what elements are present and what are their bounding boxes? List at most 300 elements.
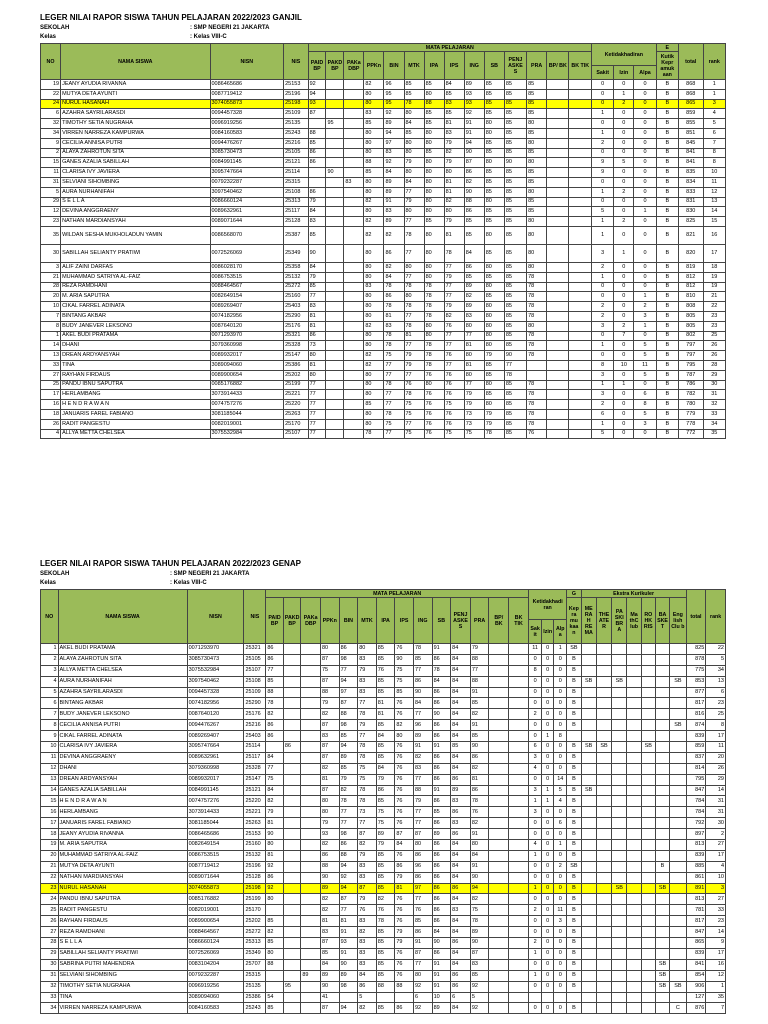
cell-kehadiran-i: 0 <box>542 654 554 665</box>
cell-nis: 25121 <box>244 785 266 796</box>
cell-no: 34 <box>41 1003 59 1014</box>
cell-ekskul: B <box>656 419 678 429</box>
cell-kehadiran-s: 3 <box>529 785 542 796</box>
cell-nisn: 0083104204 <box>187 959 244 970</box>
cell-ips: 76 <box>395 850 414 861</box>
cell-paid: 84 <box>308 262 326 272</box>
cell-ekskul: B <box>567 948 581 959</box>
cell-pra: 80 <box>527 244 547 262</box>
cell-ekskul: B <box>656 321 678 331</box>
cell-nisn: 0089900654 <box>210 370 284 380</box>
cell-ekskul: B <box>567 959 581 970</box>
cell-nama: BUDY JANEVER LEKSONO <box>58 709 187 720</box>
cell-no: 18 <box>41 829 59 840</box>
cell-nama: CLARISA IVY JAVIERA <box>58 742 187 753</box>
cell-no: 23 <box>41 883 59 894</box>
cell-ppkn: 87 <box>321 720 340 731</box>
cell-ips: 79 <box>395 938 414 949</box>
cell-ekskul <box>612 840 627 851</box>
cell-nisn: 0087719412 <box>210 89 284 99</box>
cell-pakd <box>326 262 344 272</box>
cell-kehadiran-a: 14 <box>554 774 567 785</box>
cell-sb: 85 <box>484 207 504 217</box>
cell-ips: 76 <box>395 818 414 829</box>
cell-bin: 77 <box>339 818 358 829</box>
cell-nisn: 0085176882 <box>210 380 284 390</box>
cell-kehadiran-i: 1 <box>542 731 554 742</box>
table-row <box>41 311 726 321</box>
col-ekskul: THE ATE R <box>596 598 611 644</box>
cell-pakd <box>326 187 344 197</box>
cell-penj: 86 <box>451 807 471 818</box>
cell-tik <box>569 321 592 331</box>
sheet-ganjil <box>40 12 730 439</box>
cell-ips: 85 <box>444 89 464 99</box>
cell-sb: 91 <box>432 981 451 992</box>
cell-pakd <box>326 158 344 168</box>
cell-ing: 77 <box>464 380 484 390</box>
cell-paid: 86 <box>266 654 284 665</box>
cell-nisn: 3079360998 <box>210 341 284 351</box>
cell-paid: 79 <box>266 807 284 818</box>
cell-ekskul <box>627 883 641 894</box>
cell-total: 847 <box>686 927 706 938</box>
col-subject: PENJ ASKE S <box>451 598 471 644</box>
cell-ipa: 85 <box>424 109 444 119</box>
cell-ppkn: 85 <box>321 948 340 959</box>
cell-no: 6 <box>41 698 59 709</box>
cell-ekskul <box>670 665 686 676</box>
cell-ipa: 78 <box>424 351 444 361</box>
cell-bpbk <box>547 282 569 292</box>
cell-ekskul <box>612 785 627 796</box>
cell-sb: 85 <box>484 99 504 109</box>
cell-bpbk <box>489 818 509 829</box>
cell-ekskul <box>627 807 641 818</box>
cell-bpbk <box>547 331 569 341</box>
cell-no: 9 <box>41 731 59 742</box>
cell-penj: 85 <box>504 429 526 439</box>
cell-sb: 84 <box>432 676 451 687</box>
cell-paid: 94 <box>308 89 326 99</box>
cell-kehadiran-s: 1 <box>592 217 614 227</box>
cell-nis: 25128 <box>244 872 266 883</box>
cell-tik <box>569 429 592 439</box>
cell-pra: 86 <box>470 785 489 796</box>
cell-nisn: 0089632961 <box>210 207 284 217</box>
cell-penj: 85 <box>504 390 526 400</box>
cell-ips: 75 <box>395 665 414 676</box>
cell-sb: 80 <box>484 282 504 292</box>
cell-sb: 80 <box>484 380 504 390</box>
cell-pakd <box>326 292 344 302</box>
cell-nisn: 3074055873 <box>210 99 284 109</box>
cell-ppkn: 80 <box>321 644 340 655</box>
cell-ips: 80 <box>444 168 464 178</box>
cell-penj: 84 <box>451 687 471 698</box>
cell-kehadiran-a: 0 <box>554 665 567 676</box>
cell-kehadiran-s: 2 <box>529 938 542 949</box>
cell-ips: 81 <box>444 187 464 197</box>
cell-bpbk <box>489 687 509 698</box>
cell-ing: 82 <box>464 292 484 302</box>
cell-bin: 94 <box>339 861 358 872</box>
cell-ips: 76 <box>395 644 414 655</box>
cell-nama: AZAHRA SAYRILARASDI <box>58 687 187 698</box>
col-rank: rank <box>703 44 726 80</box>
cell-ppkn: 87 <box>321 742 340 753</box>
cell-ppkn: 80 <box>364 207 384 217</box>
cell-nis: 25147 <box>284 351 309 361</box>
cell-paid: 78 <box>266 698 284 709</box>
cell-kehadiran-s: 0 <box>529 872 542 883</box>
cell-ipa: 84 <box>376 731 395 742</box>
cell-pra: 80 <box>527 226 547 244</box>
cell-nis: 25107 <box>284 429 309 439</box>
cell-paka <box>301 807 321 818</box>
cell-pra: 78 <box>527 302 547 312</box>
cell-pra: 81 <box>470 774 489 785</box>
cell-ipa: 85 <box>376 1003 395 1014</box>
cell-pakd <box>326 400 344 410</box>
col-no: NO <box>41 590 59 644</box>
cell-ekskul <box>641 807 655 818</box>
cell-bin: 96 <box>384 80 404 90</box>
cell-kehadiran-s: 3 <box>592 321 614 331</box>
cell-bin: 89 <box>384 217 404 227</box>
cell-ekskul <box>627 752 641 763</box>
cell-no: 25 <box>41 380 61 390</box>
cell-ipa: 76 <box>424 419 444 429</box>
cell-rank: 5 <box>703 119 726 129</box>
cell-ekskul: B <box>656 302 678 312</box>
cell-penj: 84 <box>451 709 471 720</box>
cell-ips: 87 <box>395 829 414 840</box>
cell-tik <box>509 970 529 981</box>
cell-kehadiran-a: 2 <box>634 302 656 312</box>
cell-kehadiran-s: 0 <box>529 818 542 829</box>
cell-no: 20 <box>41 292 61 302</box>
cell-rank: 7 <box>706 1003 726 1014</box>
cell-ekskul <box>612 948 627 959</box>
cell-kehadiran-a: 0 <box>554 829 567 840</box>
table-row <box>41 99 726 109</box>
cell-nis: 25321 <box>284 331 309 341</box>
cell-kehadiran-i: 0 <box>542 644 554 655</box>
cell-ekskul <box>627 676 641 687</box>
cell-ekskul: B <box>567 894 581 905</box>
cell-nama: RAYHAN FIRDAUS <box>61 370 210 380</box>
cell-nis: 25108 <box>284 187 309 197</box>
cell-nis: 25290 <box>244 698 266 709</box>
cell-penj: 86 <box>451 829 471 840</box>
cell-nama: AKEL BUDI PRATAMA <box>58 644 187 655</box>
cell-total: 784 <box>686 796 706 807</box>
cell-ips: 82 <box>395 720 414 731</box>
cell-ekskul <box>641 894 655 905</box>
cell-ips: 81 <box>444 226 464 244</box>
cell-total: 812 <box>678 282 703 292</box>
cell-ips: 80 <box>444 207 464 217</box>
cell-kehadiran-i: 0 <box>614 341 634 351</box>
cell-kehadiran-s: 6 <box>592 409 614 419</box>
cell-ekskul <box>641 785 655 796</box>
cell-ipa: 80 <box>424 197 444 207</box>
cell-pakd <box>326 282 344 292</box>
cell-ekskul: SB <box>581 742 596 753</box>
cell-rank: 30 <box>703 380 726 390</box>
cell-total: 825 <box>686 644 706 655</box>
cell-ekskul: B <box>656 158 678 168</box>
cell-ppkn: 88 <box>321 861 340 872</box>
cell-sb: 80 <box>484 321 504 331</box>
cell-total: 825 <box>678 217 703 227</box>
cell-ipa: 75 <box>376 818 395 829</box>
cell-paid: 86 <box>266 731 284 742</box>
cell-mtk: 80 <box>404 109 424 119</box>
cell-pra: 85 <box>527 80 547 90</box>
cell-nama: TINA <box>58 992 187 1003</box>
cell-kehadiran-i: 0 <box>614 207 634 217</box>
cell-ekskul <box>612 850 627 861</box>
cell-total: 817 <box>686 916 706 927</box>
cell-mtk: 87 <box>358 883 377 894</box>
cell-nama: DREAN ARDYANSYAH <box>58 774 187 785</box>
cell-bpbk <box>489 676 509 687</box>
cell-paid: 77 <box>266 665 284 676</box>
cell-ing: 80 <box>464 370 484 380</box>
cell-sb: 86 <box>432 948 451 959</box>
cell-ekskul: B <box>656 390 678 400</box>
cell-paid: 81 <box>308 311 326 321</box>
cell-pra: 78 <box>527 311 547 321</box>
cell-nisn: 3085730473 <box>210 148 284 158</box>
cell-nis: 25358 <box>284 262 309 272</box>
cell-ppkn: 82 <box>321 905 340 916</box>
cell-mtk: 85 <box>404 128 424 138</box>
cell-penj: 84 <box>451 927 471 938</box>
cell-no: 33 <box>41 360 61 370</box>
cell-paid: 83 <box>308 217 326 227</box>
cell-ppkn: 82 <box>364 351 384 361</box>
cell-nisn: 0072526069 <box>210 244 284 262</box>
cell-ekskul <box>612 916 627 927</box>
cell-ips <box>395 992 414 1003</box>
cell-kehadiran-i: 0 <box>542 709 554 720</box>
cell-penj: 85 <box>504 80 526 90</box>
cell-nama: ALIF ZAINI DARFAS <box>61 262 210 272</box>
cell-ipa: 78 <box>424 292 444 302</box>
cell-kehadiran-i: 0 <box>542 742 554 753</box>
cell-kehadiran-a: 0 <box>634 217 656 227</box>
cell-sb: 90 <box>432 938 451 949</box>
cell-paka <box>344 187 364 197</box>
cell-no: 31 <box>41 177 61 187</box>
cell-ppkn: 83 <box>321 927 340 938</box>
cell-kehadiran-i: 0 <box>542 720 554 731</box>
cell-bpbk <box>489 850 509 861</box>
cell-nama: CIKAL FARREL ADINATA <box>61 302 210 312</box>
cell-penj: 85 <box>504 331 526 341</box>
cell-mtk: 82 <box>358 927 377 938</box>
cell-nama: ALLYA METTA CHELSEA <box>61 429 210 439</box>
cell-bin: 78 <box>384 409 404 419</box>
cell-ppkn: 82 <box>364 217 384 227</box>
cell-bin: 83 <box>384 148 404 158</box>
cell-ekskul: SB <box>581 676 596 687</box>
col-subject: IPS <box>395 598 414 644</box>
cell-ing: 86 <box>413 872 432 883</box>
cell-paka <box>344 380 364 390</box>
cell-ekskul <box>641 796 655 807</box>
cell-nama: RAYHAN FIRDAUS <box>58 916 187 927</box>
cell-paid: 77 <box>308 429 326 439</box>
cell-kehadiran-a: 0 <box>634 282 656 292</box>
cell-ppkn: 80 <box>364 419 384 429</box>
cell-kehadiran-a: 0 <box>634 168 656 178</box>
cell-ekskul <box>627 948 641 959</box>
cell-nis: 25272 <box>284 282 309 292</box>
cell-ekskul: B <box>567 698 581 709</box>
cell-total: 792 <box>686 818 706 829</box>
cell-ekskul <box>670 927 686 938</box>
cell-ing: 88 <box>464 197 484 207</box>
cell-tik <box>509 861 529 872</box>
cell-total: 841 <box>678 158 703 168</box>
cell-nisn: 0071293970 <box>210 331 284 341</box>
cell-pra: 85 <box>527 99 547 109</box>
cell-pakd <box>326 419 344 429</box>
cell-sb: 85 <box>484 177 504 187</box>
cell-ing: 77 <box>413 959 432 970</box>
cell-bin: 82 <box>384 226 404 244</box>
cell-pra: 85 <box>527 197 547 207</box>
sekolah-label: SEKOLAH <box>40 25 70 31</box>
cell-ekskul <box>670 905 686 916</box>
cell-ekskul: SB <box>655 883 669 894</box>
cell-ing: 93 <box>464 99 484 109</box>
table-row <box>41 676 726 687</box>
cell-penj: 85 <box>504 109 526 119</box>
cell-tik <box>509 959 529 970</box>
sheet-title: LEGER NILAI RAPOR SISWA TAHUN PELAJARAN 2022/2023 GENAP <box>40 559 301 568</box>
cell-sb: 85 <box>484 80 504 90</box>
cell-kehadiran-i: 0 <box>614 272 634 282</box>
cell-kehadiran-s: 1 <box>592 226 614 244</box>
table-row <box>41 970 726 981</box>
cell-ing: 80 <box>464 321 484 331</box>
cell-nis: 25387 <box>284 226 309 244</box>
cell-pra: 80 <box>527 262 547 272</box>
cell-kehadiran-s: 0 <box>592 80 614 90</box>
cell-ing: 93 <box>464 89 484 99</box>
cell-mtk: 77 <box>404 419 424 429</box>
cell-mtk: 79 <box>358 720 377 731</box>
cell-ekskul: SB <box>641 742 655 753</box>
col-subject: PENJ ASKE S <box>504 52 526 80</box>
cell-bpbk <box>547 168 569 178</box>
cell-ipa: 79 <box>376 840 395 851</box>
table-row <box>41 938 726 949</box>
cell-paid: 84 <box>308 207 326 217</box>
cell-paka <box>301 752 321 763</box>
cell-paid: 77 <box>308 419 326 429</box>
cell-paid: 82 <box>266 927 284 938</box>
cell-ips: 82 <box>444 197 464 207</box>
cell-ips: 75 <box>444 400 464 410</box>
cell-nis: 25243 <box>244 1003 266 1014</box>
cell-ekskul <box>655 1003 669 1014</box>
cell-rank: 8 <box>706 720 726 731</box>
cell-bin: 79 <box>339 774 358 785</box>
cell-sb: 89 <box>432 1003 451 1014</box>
cell-bin: 94 <box>339 742 358 753</box>
cell-nama: PANDU IBNU SAPUTRA <box>61 380 210 390</box>
cell-ips: 76 <box>395 948 414 959</box>
cell-rank: 4 <box>706 861 726 872</box>
col-subject: MTK <box>404 52 424 80</box>
kelas-value: : Kelas VIII-C <box>190 34 227 40</box>
cell-no: 29 <box>41 197 61 207</box>
cell-ekskul <box>581 818 596 829</box>
cell-tik <box>509 785 529 796</box>
cell-mtk: 84 <box>358 970 377 981</box>
cell-ekskul <box>641 654 655 665</box>
cell-kehadiran-i: 0 <box>542 850 554 861</box>
cell-paka <box>301 720 321 731</box>
cell-tik <box>509 872 529 883</box>
cell-nisn: 0086465686 <box>210 80 284 90</box>
cell-nis: 25107 <box>244 665 266 676</box>
cell-nama: JANUARIS FAREL FABIANO <box>58 818 187 829</box>
cell-bin: 98 <box>339 654 358 665</box>
cell-ips: 76 <box>395 905 414 916</box>
cell-sb: 86 <box>432 894 451 905</box>
cell-no: 25 <box>41 905 59 916</box>
cell-ing: 86 <box>413 850 432 861</box>
cell-total: 778 <box>678 419 703 429</box>
cell-ipa: 85 <box>376 687 395 698</box>
cell-pakd <box>283 861 301 872</box>
cell-penj: 84 <box>451 850 471 861</box>
cell-paid <box>308 177 326 187</box>
cell-ekskul <box>596 992 611 1003</box>
cell-ekskul: B <box>567 785 581 796</box>
cell-bpbk <box>489 981 509 992</box>
cell-ips: 84 <box>444 80 464 90</box>
cell-ekskul <box>596 654 611 665</box>
cell-ekskul <box>627 742 641 753</box>
cell-tik <box>509 883 529 894</box>
cell-tik <box>509 1003 529 1014</box>
cell-rank: 13 <box>706 676 726 687</box>
cell-nama: NURUL HASANAH <box>61 99 210 109</box>
cell-nis: 25313 <box>284 197 309 207</box>
cell-ipa: 78 <box>376 916 395 927</box>
cell-pakd <box>283 970 301 981</box>
cell-kehadiran-a: 5 <box>634 370 656 380</box>
cell-mtk: 77 <box>358 818 377 829</box>
cell-nis: 25321 <box>244 644 266 655</box>
cell-penj: 85 <box>504 207 526 217</box>
cell-total: 786 <box>678 380 703 390</box>
cell-ekskul <box>655 905 669 916</box>
cell-kehadiran-a: 3 <box>634 311 656 321</box>
cell-rank: 2 <box>706 829 726 840</box>
cell-total: 847 <box>686 785 706 796</box>
cell-nisn: 3073914433 <box>187 807 244 818</box>
cell-bpbk <box>547 99 569 109</box>
